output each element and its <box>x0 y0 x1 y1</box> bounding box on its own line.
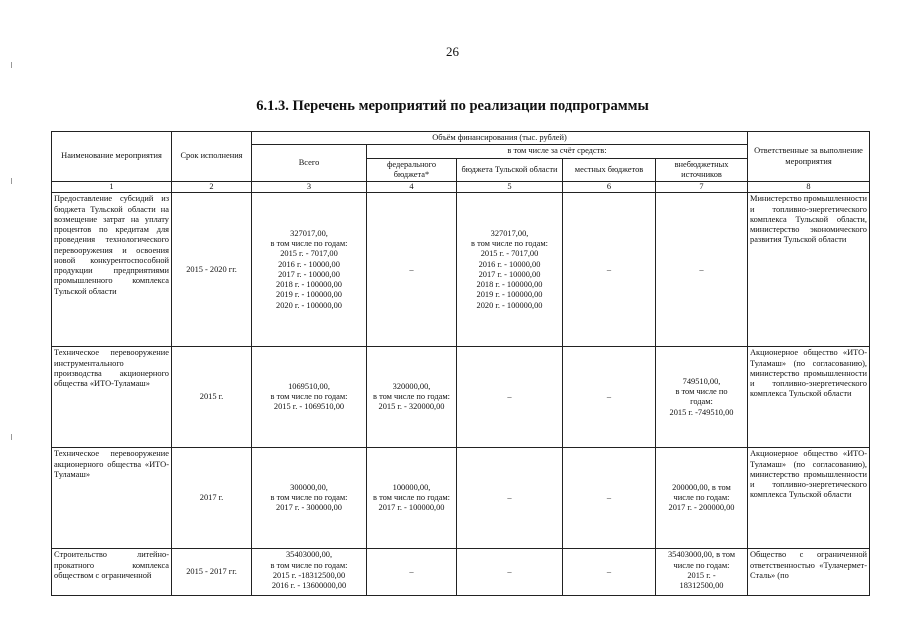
row-extra: 749510,00, в том числе по годам: 2015 г. -749510,00 <box>656 347 748 448</box>
table-row <box>52 448 870 549</box>
column-number: 7 <box>656 182 748 193</box>
row-extra: 35403000,00, в том числе по годам: 2015 г. - 18312500,00 <box>656 549 748 596</box>
row-responsible: Акционерное общество «ИТО-Туламаш» (по согласованию), министерство промышленности и топливно-энергетического комплекса Тульской области <box>748 448 870 549</box>
row-regional: – <box>457 549 563 596</box>
column-number: 8 <box>748 182 870 193</box>
row-local: – <box>563 193 656 347</box>
header-sources: в том числе за счёт средств: <box>367 145 748 158</box>
row-extra: 200000,00, в том числе по годам: 2017 г. - 200000,00 <box>656 448 748 549</box>
row-term: 2015 - 2017 гг. <box>172 549 252 596</box>
row-total: 35403000,00, в том числе по годам: 2015 г. -18312500,00 2016 г. - 13600000,00 <box>252 549 367 596</box>
table-row <box>52 193 870 347</box>
column-number: 1 <box>52 182 172 193</box>
header-regional: бюджета Тульской области <box>457 158 563 182</box>
row-federal: 320000,00, в том числе по годам: 2015 г. - 320000,00 <box>367 347 457 448</box>
row-responsible: Акционерное общество «ИТО-Туламаш» (по согласованию), министерство промышленности и топливно-энергетического комплекса Тульской области <box>748 347 870 448</box>
row-federal: – <box>367 549 457 596</box>
row-term: 2015 - 2020 гг. <box>172 193 252 347</box>
row-total: 1069510,00, в том числе по годам: 2015 г. - 1069510,00 <box>252 347 367 448</box>
column-number: 4 <box>367 182 457 193</box>
scan-edge-mark <box>11 434 12 440</box>
row-total: 327017,00, в том числе по годам: 2015 г. - 7017,00 2016 г. - 10000,00 2017 г. - 10000,00 2018 г. - 100000,00 2019 г. - 100000,00 2020 г. - 100000,00 <box>252 193 367 347</box>
header-responsible: Ответственные за выполнение мероприятия <box>748 132 870 182</box>
header-local: местных бюджетов <box>563 158 656 182</box>
column-number: 2 <box>172 182 252 193</box>
row-federal: 100000,00, в том числе по годам: 2017 г. - 100000,00 <box>367 448 457 549</box>
row-federal: – <box>367 193 457 347</box>
row-name: Техническое перевооружение акционерного общества «ИТО-Туламаш» <box>52 448 172 549</box>
page-number: 26 <box>446 44 459 59</box>
row-extra: – <box>656 193 748 347</box>
table-row <box>52 549 870 596</box>
row-local: – <box>563 549 656 596</box>
row-regional: – <box>457 448 563 549</box>
row-local: – <box>563 347 656 448</box>
scan-edge-mark <box>11 178 12 184</box>
row-term: 2017 г. <box>172 448 252 549</box>
header-total: Всего <box>252 145 367 182</box>
page-title: 6.1.3. Перечень мероприятий по реализации подпрограммы <box>256 98 649 114</box>
row-regional: – <box>457 347 563 448</box>
row-regional: 327017,00, в том числе по годам: 2015 г. - 7017,00 2016 г. - 10000,00 2017 г. - 10000,00 2018 г. - 100000,00 2019 г. - 100000,00 2020 г. - 100000,00 <box>457 193 563 347</box>
table-row <box>52 347 870 448</box>
row-local: – <box>563 448 656 549</box>
column-number: 3 <box>252 182 367 193</box>
row-responsible: Министерство промышленности и топливно-энергетического комплекса Тульской области, министерство экономического развития Тульской области <box>748 193 870 347</box>
row-responsible: Общество с ограниченной ответственностью «Тулачермет-Сталь» (по <box>748 549 870 596</box>
column-number: 5 <box>457 182 563 193</box>
row-name: Предоставление субсидий из бюджета Тульской области на возмещение затрат на уплату процентов по кредитам для проведения технологического перевооружения и освоения новой конкурентоспособной продукции предприятиями промышленного комплекса Тульской области <box>52 193 172 347</box>
column-number-row <box>52 182 870 193</box>
header-extra: внебюджетных источников <box>656 158 748 182</box>
row-name: Строительство литейно-прокатного комплекса обществом с ограниченной <box>52 549 172 596</box>
activities-table-container <box>51 131 869 596</box>
scan-edge-mark <box>11 62 12 68</box>
row-term: 2015 г. <box>172 347 252 448</box>
header-name: Наименование мероприятия <box>52 132 172 182</box>
header-federal: федерального бюджета* <box>367 158 457 182</box>
header-term: Срок исполнения <box>172 132 252 182</box>
row-total: 300000,00, в том числе по годам: 2017 г. - 300000,00 <box>252 448 367 549</box>
activities-table <box>51 131 870 596</box>
header-funding: Объём финансирования (тыс. рублей) <box>252 132 748 145</box>
column-number: 6 <box>563 182 656 193</box>
row-name: Техническое перевооружение инструментального производства акционерного общества «ИТО-Туламаш» <box>52 347 172 448</box>
